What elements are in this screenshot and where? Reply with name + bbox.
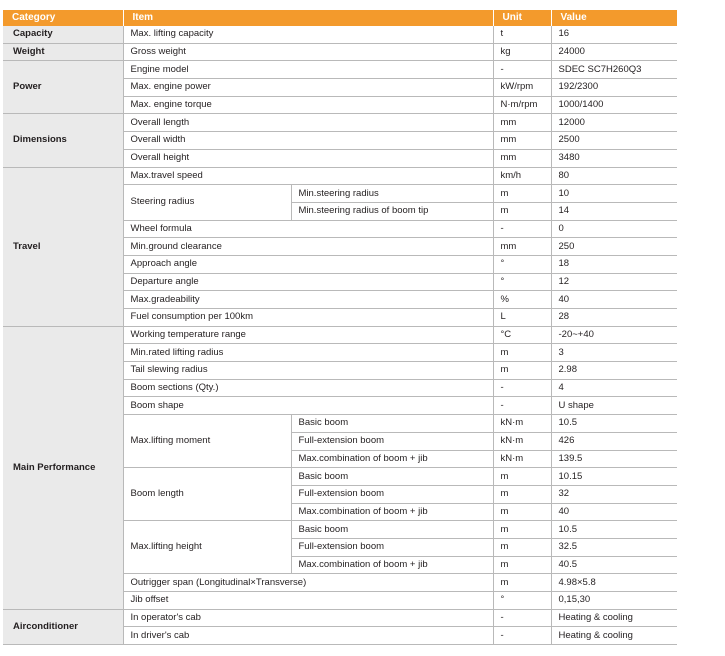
sub-item-cell: Max.combination of boom + jib (291, 450, 493, 468)
item-cell: Max. lifting capacity (123, 26, 493, 43)
value-cell: 32 (551, 485, 677, 503)
sub-item-cell: Full-extension boom (291, 485, 493, 503)
sub-item-cell: Max.combination of boom + jib (291, 503, 493, 521)
value-cell: 2500 (551, 132, 677, 150)
sub-item-cell: Basic boom (291, 415, 493, 433)
unit-cell: mm (493, 149, 551, 167)
item-cell: Overall length (123, 114, 493, 132)
category-cell: Power (3, 61, 123, 114)
unit-cell: mm (493, 132, 551, 150)
value-cell: 0 (551, 220, 677, 238)
table-row (3, 114, 677, 132)
item-cell: Max.lifting moment (123, 415, 291, 468)
value-cell: Heating & cooling (551, 609, 677, 627)
value-cell: 4 (551, 379, 677, 397)
value-cell: -20~+40 (551, 326, 677, 344)
value-cell: U shape (551, 397, 677, 415)
item-cell: Boom shape (123, 397, 493, 415)
sub-item-cell: Full-extension boom (291, 538, 493, 556)
sub-item-cell: Full-extension boom (291, 432, 493, 450)
unit-cell: m (493, 538, 551, 556)
unit-cell: kN·m (493, 432, 551, 450)
unit-cell: - (493, 220, 551, 238)
value-cell: 3480 (551, 149, 677, 167)
item-cell: Max.lifting height (123, 521, 291, 574)
unit-cell: L (493, 309, 551, 327)
item-cell: Tail slewing radius (123, 362, 493, 380)
header-value: Value (551, 10, 677, 26)
item-cell: Working temperature range (123, 326, 493, 344)
unit-cell: - (493, 627, 551, 645)
value-cell: 14 (551, 202, 677, 220)
unit-cell: °C (493, 326, 551, 344)
item-cell: Overall height (123, 149, 493, 167)
sub-item-cell: Basic boom (291, 521, 493, 539)
sub-item-cell: Min.steering radius (291, 185, 493, 203)
item-cell: Overall width (123, 132, 493, 150)
unit-cell: m (493, 344, 551, 362)
value-cell: 192/2300 (551, 79, 677, 97)
value-cell: 40 (551, 291, 677, 309)
unit-cell: kW/rpm (493, 79, 551, 97)
value-cell: 10 (551, 185, 677, 203)
unit-cell: mm (493, 238, 551, 256)
unit-cell: ° (493, 255, 551, 273)
unit-cell: kg (493, 43, 551, 61)
item-cell: Engine model (123, 61, 493, 79)
item-cell: Steering radius (123, 185, 291, 220)
unit-cell: m (493, 362, 551, 380)
unit-cell: - (493, 61, 551, 79)
item-cell: Max.travel speed (123, 167, 493, 185)
item-cell: Approach angle (123, 255, 493, 273)
unit-cell: m (493, 503, 551, 521)
unit-cell: ° (493, 273, 551, 291)
value-cell: 40 (551, 503, 677, 521)
value-cell: 24000 (551, 43, 677, 61)
item-cell: In driver's cab (123, 627, 493, 645)
unit-cell: ° (493, 592, 551, 610)
unit-cell: kN·m (493, 415, 551, 433)
unit-cell: - (493, 379, 551, 397)
table-row (3, 26, 677, 43)
spec-table (3, 10, 677, 645)
item-cell: Jib offset (123, 592, 493, 610)
header-item: Item (123, 10, 493, 26)
value-cell: 18 (551, 255, 677, 273)
unit-cell: m (493, 468, 551, 486)
item-cell: Fuel consumption per 100km (123, 309, 493, 327)
value-cell: 40.5 (551, 556, 677, 574)
item-cell: Min.rated lifting radius (123, 344, 493, 362)
value-cell: 139.5 (551, 450, 677, 468)
table-row (3, 326, 677, 344)
unit-cell: t (493, 26, 551, 43)
value-cell: 2.98 (551, 362, 677, 380)
value-cell: SDEC SC7H260Q3 (551, 61, 677, 79)
unit-cell: N·m/rpm (493, 96, 551, 114)
item-cell: Max. engine power (123, 79, 493, 97)
item-cell: Outrigger span (Longitudinal×Transverse) (123, 574, 493, 592)
unit-cell: m (493, 202, 551, 220)
category-cell: Airconditioner (3, 609, 123, 644)
item-cell: Boom length (123, 468, 291, 521)
unit-cell: m (493, 521, 551, 539)
item-cell: Gross weight (123, 43, 493, 61)
value-cell: 4.98×5.8 (551, 574, 677, 592)
item-cell: Max. engine torque (123, 96, 493, 114)
unit-cell: - (493, 609, 551, 627)
sub-item-cell: Basic boom (291, 468, 493, 486)
category-cell: Dimensions (3, 114, 123, 167)
value-cell: 3 (551, 344, 677, 362)
header-category: Category (3, 10, 123, 26)
value-cell: Heating & cooling (551, 627, 677, 645)
item-cell: In operator's cab (123, 609, 493, 627)
category-cell: Capacity (3, 26, 123, 43)
unit-cell: kN·m (493, 450, 551, 468)
table-row (3, 167, 677, 185)
item-cell: Boom sections (Qty.) (123, 379, 493, 397)
unit-cell: - (493, 397, 551, 415)
value-cell: 28 (551, 309, 677, 327)
item-cell: Min.ground clearance (123, 238, 493, 256)
value-cell: 426 (551, 432, 677, 450)
value-cell: 16 (551, 26, 677, 43)
unit-cell: m (493, 556, 551, 574)
item-cell: Wheel formula (123, 220, 493, 238)
value-cell: 10.15 (551, 468, 677, 486)
header-unit: Unit (493, 10, 551, 26)
value-cell: 12 (551, 273, 677, 291)
item-cell: Max.gradeability (123, 291, 493, 309)
value-cell: 12000 (551, 114, 677, 132)
value-cell: 250 (551, 238, 677, 256)
table-row (3, 43, 677, 61)
category-cell: Travel (3, 167, 123, 326)
value-cell: 32.5 (551, 538, 677, 556)
category-cell: Weight (3, 43, 123, 61)
sub-item-cell: Min.steering radius of boom tip (291, 202, 493, 220)
unit-cell: m (493, 185, 551, 203)
unit-cell: m (493, 574, 551, 592)
spec-body (3, 26, 677, 645)
value-cell: 0,15,30 (551, 592, 677, 610)
value-cell: 10.5 (551, 415, 677, 433)
value-cell: 80 (551, 167, 677, 185)
table-row (3, 609, 677, 627)
value-cell: 10.5 (551, 521, 677, 539)
unit-cell: % (493, 291, 551, 309)
item-cell: Departure angle (123, 273, 493, 291)
unit-cell: m (493, 485, 551, 503)
category-cell: Main Performance (3, 326, 123, 609)
header-row (3, 10, 677, 26)
table-row (3, 61, 677, 79)
sub-item-cell: Max.combination of boom + jib (291, 556, 493, 574)
value-cell: 1000/1400 (551, 96, 677, 114)
unit-cell: mm (493, 114, 551, 132)
unit-cell: km/h (493, 167, 551, 185)
